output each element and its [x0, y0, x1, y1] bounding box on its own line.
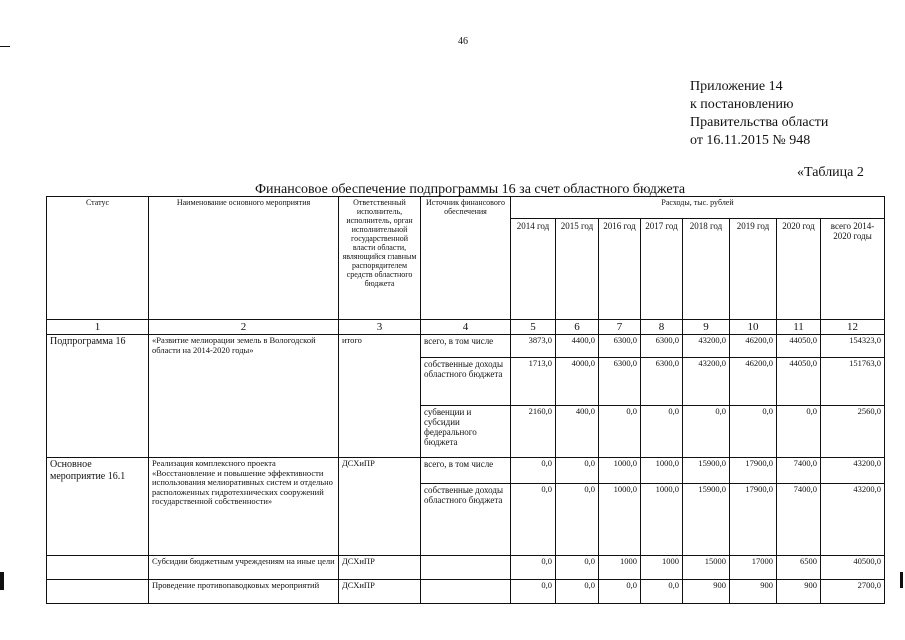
row-status — [47, 580, 149, 604]
row-name: «Развитие мелиорации земель в Вологодской области на 2014-2020 годы» — [149, 335, 339, 458]
column-index: 6 — [556, 320, 599, 335]
header-year: 2018 год — [683, 219, 730, 320]
row-status — [47, 556, 149, 580]
value-cell: 1000 — [641, 556, 683, 580]
row-name: Субсидии бюджетным учреждениям на иные цели — [149, 556, 339, 580]
header-row — [47, 197, 885, 219]
value-cell: 44050,0 — [777, 335, 821, 358]
value-cell: 1000,0 — [641, 484, 683, 556]
value-cell: 6300,0 — [599, 335, 641, 358]
value-cell: 0,0 — [556, 484, 599, 556]
table-title: Финансовое обеспечение подпрограммы 16 за счет областного бюджета — [255, 182, 686, 197]
value-cell: 7400,0 — [777, 484, 821, 556]
table-row — [47, 580, 885, 604]
column-index-row — [47, 320, 885, 335]
appendix-line: к постановлению — [690, 97, 794, 112]
value-cell: 0,0 — [641, 580, 683, 604]
value-cell: 17000 — [730, 556, 777, 580]
value-cell: 17900,0 — [730, 458, 777, 484]
column-index: 8 — [641, 320, 683, 335]
total-cell: 154323,0 — [821, 335, 885, 358]
value-cell: 6300,0 — [641, 358, 683, 406]
value-cell: 4400,0 — [556, 335, 599, 358]
table-label: «Таблица 2 — [797, 165, 864, 180]
scan-edge-mark — [0, 572, 4, 590]
total-cell: 151763,0 — [821, 358, 885, 406]
row-executor: ДСХиПР — [339, 580, 421, 604]
row-status: Подпрограмма 16 — [47, 335, 149, 458]
column-index: 4 — [421, 320, 511, 335]
value-cell: 0,0 — [556, 556, 599, 580]
value-cell: 0,0 — [556, 458, 599, 484]
header-total: всего 2014-2020 годы — [821, 219, 885, 320]
value-cell: 46200,0 — [730, 335, 777, 358]
value-cell: 6500 — [777, 556, 821, 580]
row-executor: ДСХиПР — [339, 556, 421, 580]
column-index: 10 — [730, 320, 777, 335]
header-year: 2015 год — [556, 219, 599, 320]
column-index: 11 — [777, 320, 821, 335]
header-year: 2017 год — [641, 219, 683, 320]
value-cell: 43200,0 — [683, 358, 730, 406]
header-name: Наименование основного мероприятия — [149, 197, 339, 320]
appendix-line: Правительства области — [690, 115, 829, 130]
column-index: 5 — [511, 320, 556, 335]
value-cell: 2160,0 — [511, 406, 556, 458]
value-cell: 44050,0 — [777, 358, 821, 406]
value-cell: 0,0 — [683, 406, 730, 458]
value-cell: 46200,0 — [730, 358, 777, 406]
total-cell: 2700,0 — [821, 580, 885, 604]
value-cell: 1000 — [599, 556, 641, 580]
table-row — [47, 335, 885, 358]
appendix-line: от 16.11.2015 № 948 — [690, 133, 811, 148]
total-cell: 43200,0 — [821, 458, 885, 484]
row-source: субвенции и субсидии федерального бюджета — [421, 406, 511, 458]
value-cell: 0,0 — [641, 406, 683, 458]
value-cell: 900 — [777, 580, 821, 604]
value-cell: 0,0 — [511, 580, 556, 604]
value-cell: 6300,0 — [641, 335, 683, 358]
column-index: 12 — [821, 320, 885, 335]
value-cell: 15900,0 — [683, 484, 730, 556]
column-index: 9 — [683, 320, 730, 335]
table-row — [47, 458, 885, 484]
row-name: Реализация комплексного проекта «Восстановление и повышение эффективности использования мелиоративных систем и отдельно расположенных гидротехнических сооружений государственной собственности» — [149, 458, 339, 556]
financing-table — [46, 196, 885, 604]
value-cell: 15900,0 — [683, 458, 730, 484]
value-cell: 1000,0 — [599, 458, 641, 484]
header-year: 2016 год — [599, 219, 641, 320]
value-cell: 1000,0 — [599, 484, 641, 556]
value-cell: 7400,0 — [777, 458, 821, 484]
row-name: Проведение противопаводковых мероприятий — [149, 580, 339, 604]
column-index: 7 — [599, 320, 641, 335]
value-cell: 43200,0 — [683, 335, 730, 358]
value-cell: 0,0 — [511, 484, 556, 556]
value-cell: 0,0 — [730, 406, 777, 458]
appendix-reference — [690, 78, 828, 150]
value-cell: 3873,0 — [511, 335, 556, 358]
row-source: собственные доходы областного бюджета — [421, 484, 511, 556]
header-year: 2020 год — [777, 219, 821, 320]
appendix-line: Приложение 14 — [690, 79, 783, 94]
header-year: 2014 год — [511, 219, 556, 320]
row-status: Основное мероприятие 16.1 — [47, 458, 149, 556]
value-cell: 0,0 — [556, 580, 599, 604]
total-cell: 2560,0 — [821, 406, 885, 458]
page-number: 46 — [458, 36, 468, 47]
value-cell: 6300,0 — [599, 358, 641, 406]
value-cell: 900 — [730, 580, 777, 604]
scan-edge-mark — [900, 572, 903, 588]
column-index: 2 — [149, 320, 339, 335]
value-cell: 1713,0 — [511, 358, 556, 406]
header-expenses: Расходы, тыс. рублей — [511, 197, 885, 219]
row-source: всего, в том числе — [421, 335, 511, 358]
value-cell: 1000,0 — [641, 458, 683, 484]
table-row — [47, 556, 885, 580]
header-source: Источник финансового обеспечения — [421, 197, 511, 320]
row-executor: ДСХиПР — [339, 458, 421, 556]
value-cell: 0,0 — [511, 556, 556, 580]
total-cell: 40500,0 — [821, 556, 885, 580]
column-index: 1 — [47, 320, 149, 335]
header-status: Статус — [47, 197, 149, 320]
value-cell: 17900,0 — [730, 484, 777, 556]
scan-edge-mark — [0, 46, 10, 47]
row-source — [421, 580, 511, 604]
value-cell: 400,0 — [556, 406, 599, 458]
header-year: 2019 год — [730, 219, 777, 320]
column-index: 3 — [339, 320, 421, 335]
value-cell: 900 — [683, 580, 730, 604]
value-cell: 15000 — [683, 556, 730, 580]
value-cell: 0,0 — [511, 458, 556, 484]
row-source — [421, 556, 511, 580]
row-source: всего, в том числе — [421, 458, 511, 484]
value-cell: 0,0 — [599, 580, 641, 604]
header-executor: Ответственный исполнитель, исполнитель, орган исполнительной государственной власти области, являющийся главным распорядителем средств областного бюджета — [339, 197, 421, 320]
value-cell: 4000,0 — [556, 358, 599, 406]
total-cell: 43200,0 — [821, 484, 885, 556]
value-cell: 0,0 — [777, 406, 821, 458]
row-source: собственные доходы областного бюджета — [421, 358, 511, 406]
row-executor: итого — [339, 335, 421, 458]
value-cell: 0,0 — [599, 406, 641, 458]
